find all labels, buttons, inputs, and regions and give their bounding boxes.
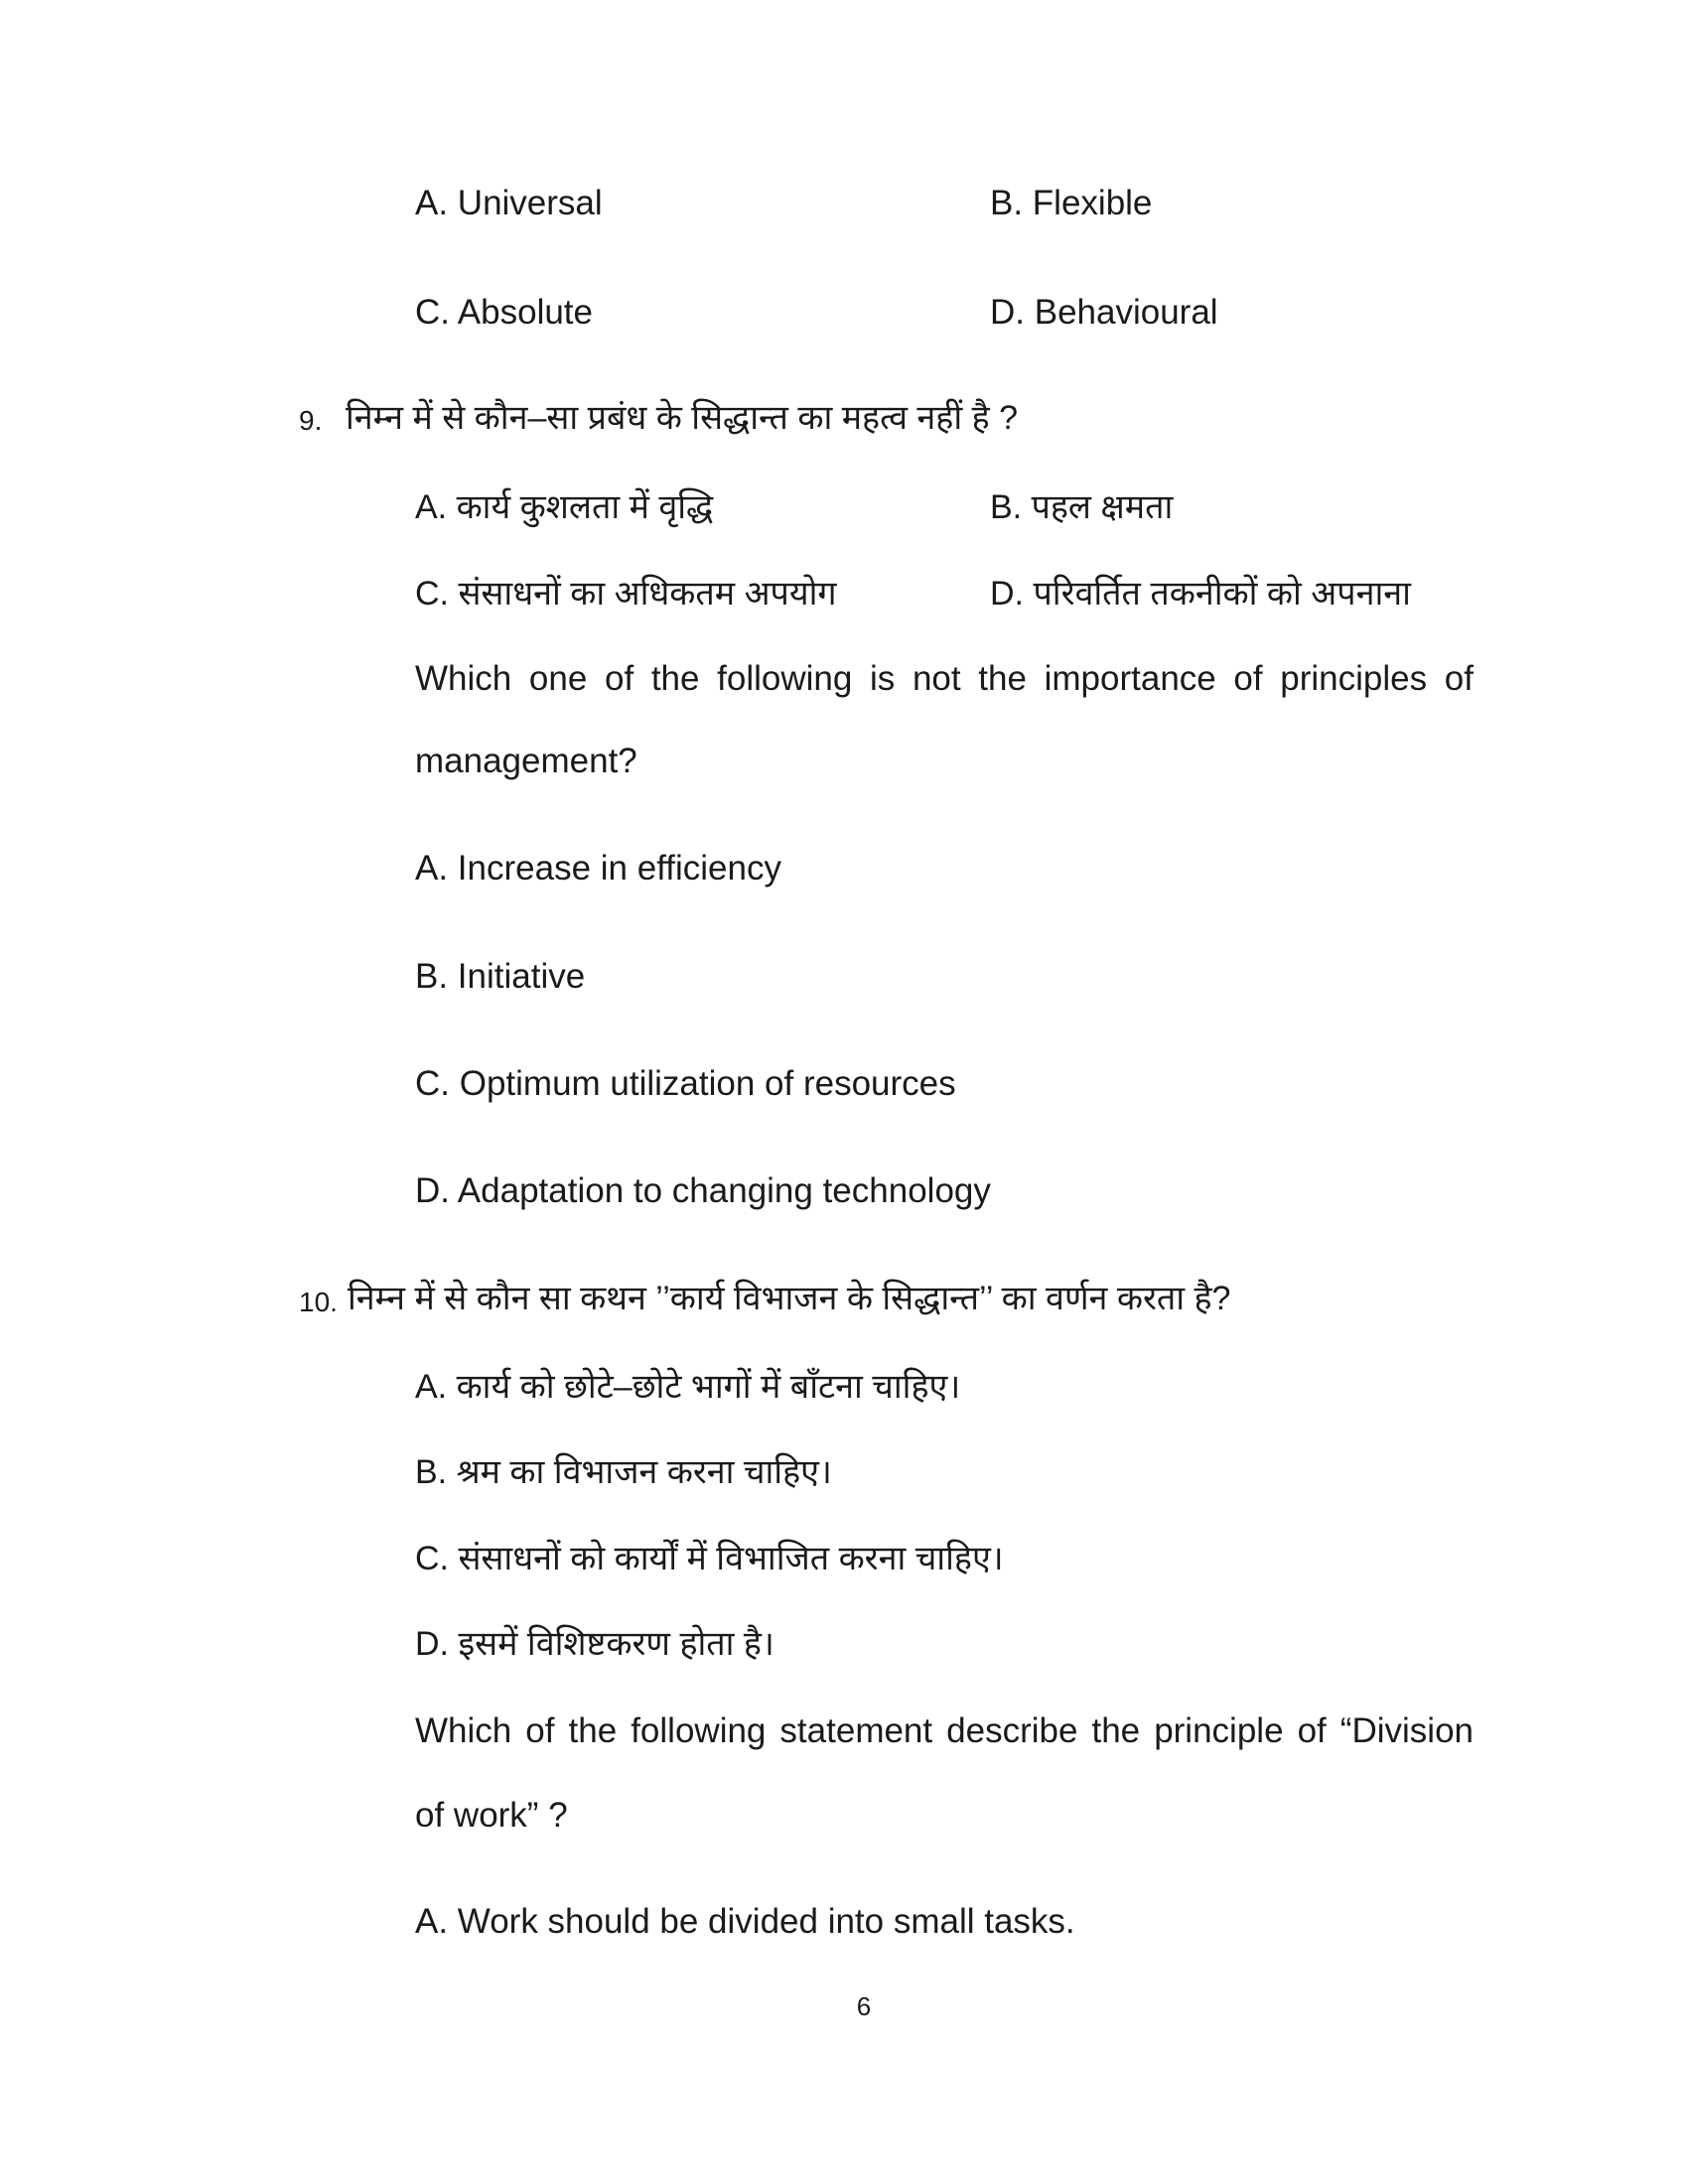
q10-hindi-option-d: D. इसमें विशिष्टकरण होता है। — [415, 1625, 774, 1663]
q10-english-question-line1: Which of the following statement describe the principle of “Division — [415, 1711, 1474, 1750]
q10-english-option-a: A. Work should be divided into small tasks. — [415, 1902, 1075, 1941]
q10-hindi-option-c: C. संसाधनों को कार्यों में विभाजित करना चाहिए। — [415, 1540, 1004, 1577]
q10-hindi-question: निम्न में से कौन सा कथन ’’कार्य विभाजन के सिद्धान्त’’ का वर्णन करता है? — [348, 1280, 1231, 1317]
q10-hindi-option-b: B. श्रम का विभाजन करना चाहिए। — [415, 1453, 832, 1491]
q9-hindi-question: निम्न में से कौन–सा प्रबंध के सिद्धान्त का महत्व नहीं है ? — [346, 399, 1019, 437]
q9-number: 9. — [299, 405, 323, 436]
q10-hindi-option-a: A. कार्य को छोटे–छोटे भागों में बाँटना चाहिए। — [415, 1368, 961, 1406]
q9-hindi-option-d: D. परिवर्तित तकनीकों को अपनाना — [990, 575, 1411, 613]
q9-hindi-option-a: A. कार्य कुशलता में वृद्धि — [415, 488, 714, 526]
q8-option-d: D. Behavioural — [990, 293, 1218, 332]
q9-english-question-line1: Which one of the following is not the importance of principles of — [415, 659, 1474, 698]
page-number: 6 — [856, 1991, 872, 2021]
q10-english-question-line2: of work” ? — [415, 1796, 568, 1835]
q10-number: 10. — [299, 1287, 338, 1317]
q8-option-a: A. Universal — [415, 184, 603, 222]
q9-english-option-b: B. Initiative — [415, 957, 586, 996]
q8-option-c: C. Absolute — [415, 293, 593, 332]
q9-english-option-d: D. Adaptation to changing technology — [415, 1171, 991, 1210]
q9-english-option-a: A. Increase in efficiency — [415, 849, 781, 887]
q9-hindi-option-c: C. संसाधनों का अधिकतम अपयोग — [415, 575, 837, 613]
q8-option-b: B. Flexible — [990, 184, 1153, 222]
q9-hindi-option-b: B. पहल क्षमता — [990, 488, 1174, 526]
q9-english-option-c: C. Optimum utilization of resources — [415, 1064, 956, 1103]
q9-english-question-line2: management? — [415, 742, 637, 780]
